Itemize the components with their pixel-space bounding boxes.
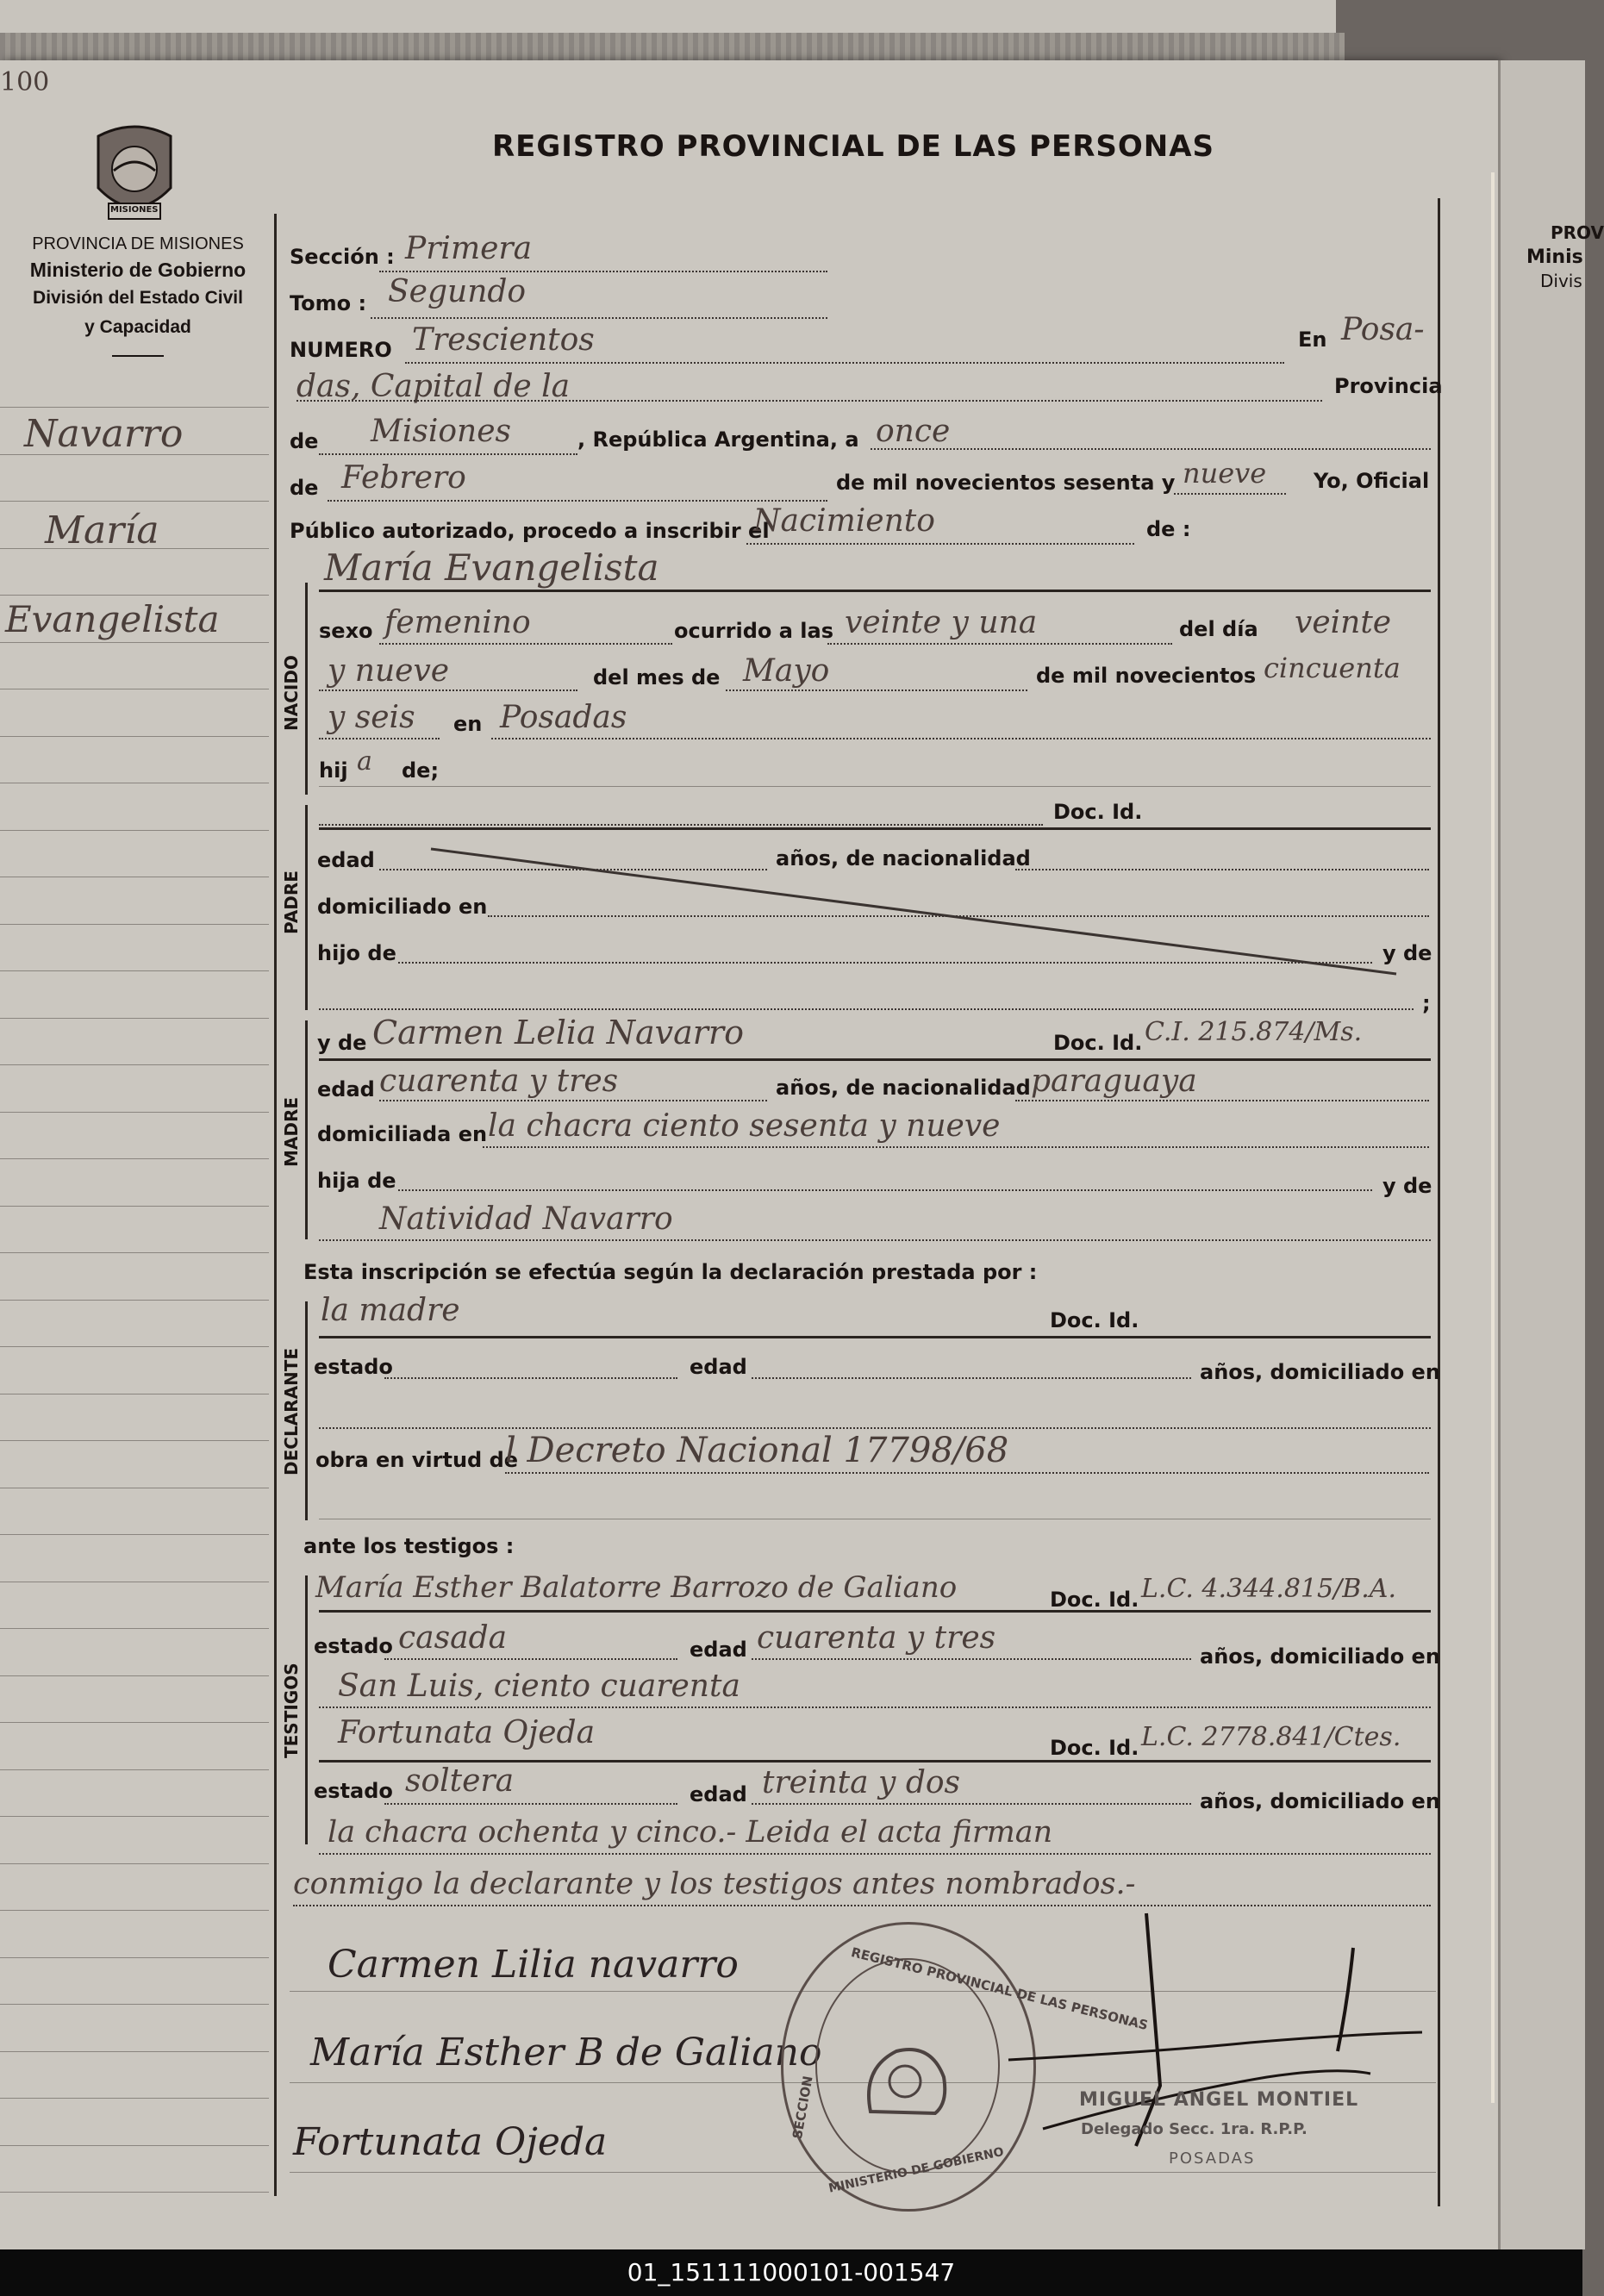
officer-title: Delegado Secc. 1ra. R.P.P. [1081, 2120, 1308, 2138]
margin-rule-line [0, 1534, 269, 1535]
testigo1-dom-value: San Luis, ciento cuarenta [338, 1669, 740, 1704]
closing-line-2: conmigo la declarante y los testigos antes nombrados.- [293, 1867, 1136, 1901]
page-title: REGISTRO PROVINCIAL DE LAS PERSONAS [491, 129, 1215, 164]
testigo2-edad-label: edad [690, 1782, 747, 1806]
main-vertical-rule [274, 214, 277, 2196]
page-number: 100 [0, 67, 50, 97]
margin-rule-line [0, 1112, 269, 1113]
testigo1-edad-value: cuarenta y tres [757, 1620, 996, 1656]
testigo1-edad-label: edad [690, 1638, 747, 1662]
nacido-rule [305, 583, 308, 795]
officer-signature [991, 1905, 1439, 2155]
margin-rule-line [0, 736, 269, 737]
testigo2-top-line [319, 1760, 1431, 1763]
padre-top-line [319, 827, 1431, 830]
obra-line [505, 1472, 1429, 1474]
margin-rule-line [0, 1722, 269, 1723]
madre-rule [305, 1020, 308, 1239]
abuela-line [319, 1239, 1431, 1241]
testigo2-estado-label: estado [314, 1779, 393, 1803]
margin-rule-line [0, 2192, 269, 2193]
seal-ring-top: REGISTRO PROVINCIAL DE LAS PERSONAS [849, 1944, 1150, 2034]
testigo1-value: María Esther Balatorre Barrozo de Galiano [315, 1570, 958, 1605]
declarante-rule [305, 1301, 308, 1520]
margin-rule-line [0, 1769, 269, 1770]
nombre-line [319, 590, 1431, 592]
ocurrido-label: ocurrido a las [674, 619, 833, 643]
hij-line [319, 786, 1431, 787]
hora-value: veinte y una [845, 605, 1038, 640]
en-label-2: en [453, 712, 483, 736]
padre-cross-out-line [422, 845, 1405, 983]
margin-rule-line [0, 1910, 269, 1911]
binding-thread [1491, 172, 1495, 2103]
seal-ring-left: SECCION [790, 2075, 816, 2141]
margin-rule-line [0, 2051, 269, 2052]
del-dia-label: del día [1179, 617, 1258, 641]
declarante-doc-label: Doc. Id. [1050, 1308, 1139, 1332]
province-label: PROVINCIA DE MISIONES [32, 234, 244, 253]
yo-oficial-label: Yo, Oficial [1314, 469, 1430, 493]
image-id-footer: 01_151111000101-001547 [0, 2249, 1582, 2296]
hij-de-label: de; [402, 758, 440, 783]
margin-first-name: María [45, 508, 159, 552]
header-divider [112, 355, 164, 357]
padre-doc-label: Doc. Id. [1053, 800, 1143, 824]
nacido-side-label: NACIDO [281, 655, 302, 731]
declarante-edad-line [752, 1377, 1191, 1379]
acto-value: Nacimiento [753, 503, 935, 539]
anio-nac-value-1: cincuenta [1264, 652, 1401, 684]
madre-dom-label: domiciliada en [317, 1122, 488, 1146]
de-mil-label: de mil novecientos sesenta y [836, 471, 1176, 495]
margin-rule-line [0, 924, 269, 925]
ante-testigos-label: ante los testigos : [303, 1534, 515, 1558]
madre-doc-label: Doc. Id. [1053, 1031, 1143, 1055]
right-page-text-1: PROV [1551, 222, 1604, 243]
testigo2-doc-label: Doc. Id. [1050, 1736, 1139, 1760]
padre-hijo-label: hijo de [317, 941, 396, 965]
madre-doc-value: C.I. 215.874/Ms. [1145, 1017, 1363, 1047]
capital-line [296, 400, 1322, 402]
margin-rule-line [0, 407, 269, 408]
en-value-2: das, Capital de la [296, 369, 571, 404]
division-label: División del Estado Civil [33, 288, 243, 308]
mes-nac-value: Mayo [743, 653, 830, 689]
hora-line [827, 643, 1172, 645]
numero-label: NUMERO [290, 338, 392, 362]
declarante-edad-label: edad [690, 1355, 747, 1379]
officer-name: MIGUEL ANGEL MONTIEL [1079, 2089, 1359, 2111]
margin-rule-line [0, 1957, 269, 1958]
margin-rule-line [0, 2004, 269, 2005]
margin-rule-line [0, 1440, 269, 1441]
dia-nac-value-2: y nueve [328, 653, 450, 689]
obra-label: obra en virtud de [315, 1448, 519, 1472]
seal-emblem-icon [853, 2034, 957, 2120]
madre-edad-line [379, 1100, 767, 1101]
right-page-text-3: Divis [1540, 271, 1582, 291]
republica-label: , República Argentina, a [577, 427, 859, 452]
padre-side-label: PADRE [281, 870, 302, 934]
declarante-dom-line [319, 1427, 1431, 1429]
mes-value: Febrero [341, 460, 466, 496]
margin-rule-line [0, 2145, 269, 2146]
margin-rule-line [0, 1252, 269, 1253]
padre-yde-label: y de [1382, 941, 1432, 965]
testigo2-estado-line [384, 1803, 677, 1805]
madre-dom-line [483, 1146, 1429, 1148]
testigo1-dom-line [319, 1706, 1431, 1708]
anio-value: nueve [1183, 457, 1267, 490]
right-page-text-2: Minis [1526, 246, 1583, 268]
declarante-dom-label: años, domiciliado en [1200, 1360, 1440, 1384]
seccion-label: Sección : [290, 245, 395, 269]
de-mil-nov-label: de mil novecientos [1036, 664, 1257, 688]
testigo1-estado-label: estado [314, 1634, 393, 1658]
padre-semicolon: ; [1422, 991, 1431, 1015]
signature-witness-2: Fortunata Ojeda [293, 2120, 608, 2164]
book-spine [0, 33, 1345, 62]
officer-city: POSADAS [1169, 2149, 1256, 2168]
madre-edad-value: cuarenta y tres [379, 1064, 619, 1099]
testigo1-dom-label: años, domiciliado en [1200, 1644, 1440, 1669]
declarante-side-label: DECLARANTE [281, 1347, 302, 1476]
margin-rule-line [0, 642, 269, 643]
tomo-value: Segundo [388, 274, 527, 309]
hij-label: hij [319, 758, 348, 783]
madre-yde-label-2: y de [1382, 1174, 1432, 1198]
signature-witness-1: María Esther B de Galiano [310, 2031, 822, 2075]
margin-rule-line [0, 1206, 269, 1207]
margin-rule-line [0, 595, 269, 596]
mes-line [328, 500, 827, 502]
seccion-line [379, 271, 827, 272]
inscripcion-label: Esta inscripción se efectúa según la declaración prestada por : [303, 1260, 1038, 1284]
ministry-label: Ministerio de Gobierno [29, 259, 247, 281]
padre-nac-label: años, de nacionalidad [776, 846, 1031, 870]
margin-rule-line [0, 1863, 269, 1864]
margin-surname: Navarro [24, 412, 184, 456]
margin-second-name: Evangelista [5, 598, 220, 640]
margin-rule-line [0, 970, 269, 971]
margin-rule-line [0, 830, 269, 831]
abuela-value: Natividad Navarro [379, 1201, 673, 1237]
testigo1-estado-line [384, 1658, 677, 1660]
testigo1-edad-line [752, 1658, 1191, 1660]
tomo-label: Tomo : [290, 291, 367, 315]
declarante-top-line [319, 1336, 1431, 1338]
margin-rule-line [0, 2098, 269, 2099]
madre-hija-label: hija de [317, 1169, 396, 1193]
hij-suffix: a [357, 746, 372, 777]
testigos-rule [305, 1575, 308, 1844]
testigo2-doc-value: L.C. 2778.841/Ctes. [1141, 1722, 1401, 1752]
madre-nac-label: años, de nacionalidad [776, 1076, 1031, 1100]
declarante-estado-label: estado [314, 1355, 393, 1379]
madre-nac-line [1015, 1100, 1429, 1101]
obra-value: l Decreto Nacional 17798/68 [505, 1431, 1009, 1470]
en-value-1: Posa- [1341, 312, 1425, 347]
dia-nac-value-1: veinte [1295, 605, 1392, 640]
madre-dom-value: la chacra ciento sesenta y nueve [488, 1108, 1001, 1144]
tomo-line [371, 317, 827, 319]
next-page-edge [1498, 60, 1604, 2249]
testigo2-dom-label: años, domiciliado en [1200, 1789, 1440, 1813]
testigo1-estado-value: casada [398, 1620, 508, 1656]
lugar-nac-line [491, 738, 1431, 739]
margin-rule-line [0, 1300, 269, 1301]
margin-rule-line [0, 1158, 269, 1159]
seccion-value: Primera [405, 231, 533, 266]
testigo1-top-line [319, 1610, 1431, 1613]
declarante-estado-line [384, 1377, 677, 1379]
madre-top-line [319, 1058, 1431, 1061]
padre-rule [305, 805, 308, 1010]
anio-nac-value-2: y seis [328, 700, 415, 735]
margin-rule-line [0, 1064, 269, 1065]
del-mes-label: del mes de [593, 665, 721, 689]
padre-edad-label: edad [317, 848, 375, 872]
underlying-sheet [0, 0, 1336, 33]
en-label: En [1298, 328, 1327, 352]
margin-rule-line [0, 1346, 269, 1347]
testigo2-estado-value: soltera [405, 1763, 515, 1799]
crest-text: MISIONES [110, 205, 159, 215]
testigos-side-label: TESTIGOS [281, 1663, 302, 1758]
dia-value: once [876, 414, 951, 449]
closing-line-1: la chacra ochenta y cinco.- Leida el acta firman [328, 1815, 1053, 1850]
nombre-value: María Evangelista [324, 546, 659, 589]
madre-edad-label: edad [317, 1077, 375, 1101]
de-label-2: de [290, 476, 319, 500]
mes-nac-line [726, 689, 1027, 691]
testigo2-edad-value: treinta y dos [762, 1765, 961, 1800]
margin-rule-line [0, 1816, 269, 1817]
testigo1-doc-label: Doc. Id. [1050, 1588, 1139, 1612]
numero-line [405, 362, 1284, 364]
provincia-line [319, 453, 577, 455]
provincia-label: Provincia [1334, 374, 1443, 398]
lugar-nac-value: Posadas [500, 700, 627, 735]
margin-rule-line [0, 1675, 269, 1676]
de-label: de [290, 429, 319, 453]
provincia-value: Misiones [371, 414, 512, 449]
margin-rule-line [0, 501, 269, 502]
madre-side-label: MADRE [281, 1096, 302, 1167]
closing-underline-1 [319, 1853, 1431, 1855]
testigo2-value: Fortunata Ojeda [338, 1715, 596, 1750]
seal-ring-bottom: MINISTERIO DE GOBIERNO [827, 2144, 1006, 2196]
anio-nac-line [319, 738, 440, 739]
capacity-label: y Capacidad [84, 317, 191, 337]
dia-nac-line [319, 689, 577, 691]
de-colon-label: de : [1146, 517, 1191, 541]
padre-dom-label: domiciliado en [317, 895, 488, 919]
anio-line [1174, 493, 1286, 495]
madre-nombre-value: Carmen Lelia Navarro [372, 1014, 744, 1051]
sexo-value: femenino [384, 605, 531, 640]
sexo-label: sexo [319, 619, 373, 643]
sexo-line [379, 643, 672, 645]
padre-name-line [319, 824, 1043, 826]
margin-rule-line [0, 1018, 269, 1019]
madre-yde-label: y de [317, 1031, 367, 1055]
madre-nac-value: paraguaya [1031, 1064, 1197, 1099]
margin-rule-line [0, 1628, 269, 1629]
publico-label: Público autorizado, procedo a inscribir el [290, 519, 770, 543]
signature-mother: Carmen Lilia navarro [328, 1943, 739, 1987]
numero-value: Trescientos [412, 322, 595, 358]
testigo2-edad-line [752, 1803, 1191, 1805]
madre-hija-line [398, 1189, 1372, 1191]
dia-line [871, 448, 1431, 450]
acto-line [746, 543, 1134, 545]
testigo1-doc-value: L.C. 4.344.815/B.A. [1141, 1574, 1396, 1604]
declarante-value: la madre [321, 1293, 460, 1328]
padre-last-line [319, 1008, 1414, 1010]
